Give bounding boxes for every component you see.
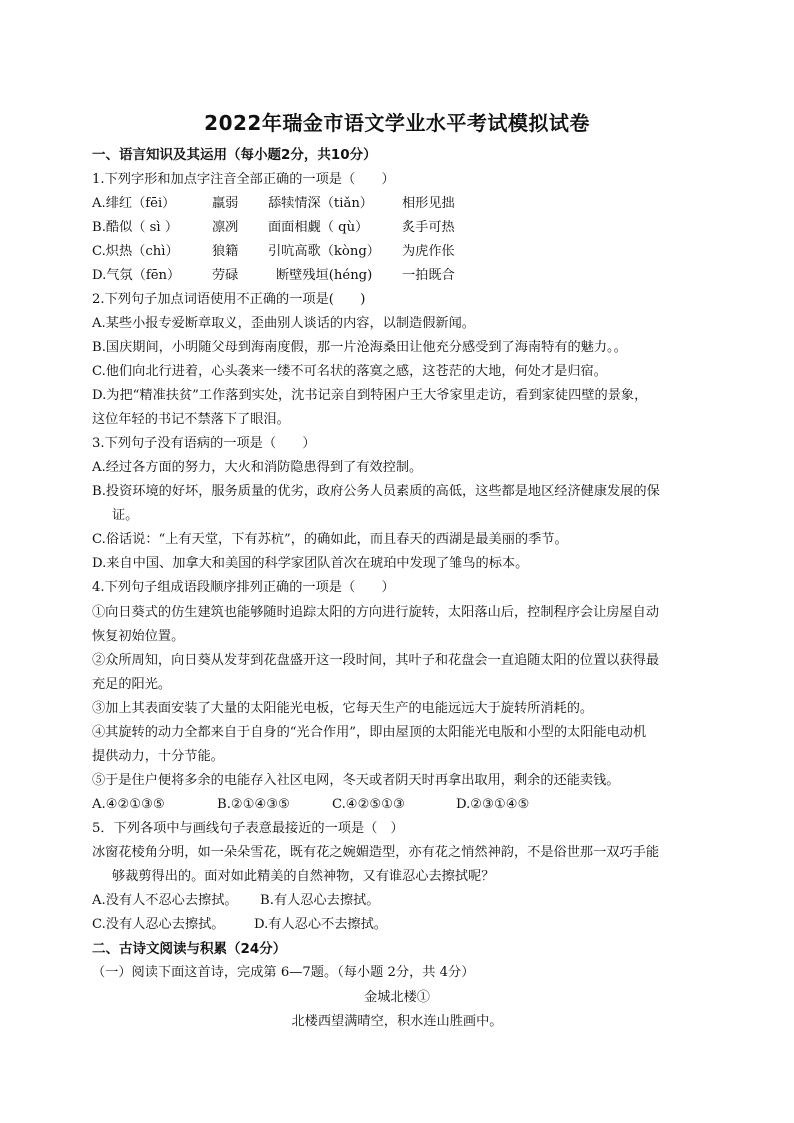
section-2-heading: 二、古诗文阅读与积累（24分） (92, 941, 287, 957)
q5-stem: 5．下列各项中与画线句子表意最接近的一项是（ ） (92, 821, 404, 836)
q1-d-col3: 断壁残垣(héng) (276, 268, 373, 283)
q1-d-col2: 劳碌 (212, 268, 239, 283)
q1-b-col4: 炙手可热 (402, 220, 455, 235)
q4-option-b: B.②①④③⑤ (217, 797, 290, 812)
q2-stem: 2.下列句子加点词语使用不正确的一项是( ) (92, 292, 366, 307)
q2-option-a: A.某些小报专爱断章取义，歪曲别人谈话的内容，以制造假新闻。 (92, 316, 475, 331)
q1-option-d (92, 268, 712, 284)
q5-passage-line2: 够裁剪得出的。面对如此精美的自然神物，又有谁忍心去擦拭呢？ (112, 869, 495, 884)
q3-option-b-line1: B.投资环境的好坏，服务质量的优劣，政府公务人员素质的高低，这些都是地区经济健康发展的保 (92, 484, 660, 499)
section-1-heading: 一、语言知识及其运用（每小题2分，共10分） (92, 147, 377, 163)
q3-stem: 3.下列句子没有语病的一项是（ ） (92, 436, 316, 451)
q4-stem: 4.下列句子组成语段顺序排列正确的一项是（ ） (92, 580, 395, 595)
q4-sentence-3: ③加上其表面安装了大量的太阳能光电板，它每天生产的电能远远大于旋转所消耗的。 (92, 701, 594, 716)
q1-c-col4: 为虎作伥 (402, 244, 455, 259)
q3-option-d: D.来自中国、加拿大和美国的科学家团队首次在琥珀中发现了雏鸟的标本。 (92, 556, 529, 571)
poem-line-1: 北楼西望满晴空，积水连山胜画中。 (291, 1014, 503, 1029)
q1-d-col4: 一拍既合 (402, 268, 455, 283)
q2-option-d-line1: D.为把“精准扶贫”工作落到实处，沈书记亲自到特困户王大爷家里走访，看到家徒四壁的景象， (92, 388, 648, 403)
q4-sentence-4-line2: 提供动力，十分节能。 (92, 749, 224, 764)
q4-option-a: A.④②①③⑤ (92, 797, 165, 812)
q3-option-b-line2: 证。 (112, 508, 139, 523)
q1-option-a (92, 196, 712, 212)
section-2-subheading: （一）阅读下面这首诗，完成第 6—7题。（每小题 2分，共 4分） (92, 965, 475, 980)
q5-option-b: B.有人忍心去擦拭。 (260, 893, 380, 908)
q1-option-b (92, 220, 712, 236)
q1-c-col3: 引吭高歌（kòng） (268, 244, 380, 259)
exam-title: 2022年瑞金市语文学业水平考试模拟试卷 (204, 111, 590, 135)
q5-option-d: D.有人忍心不去擦拭。 (254, 917, 387, 932)
poem-title: 金城北楼① (364, 990, 430, 1005)
q5-option-c: C.没有人忍心去擦拭。 (92, 917, 225, 932)
q5-options-row2 (92, 917, 692, 933)
q4-sentence-5: ⑤于是住户便将多余的电能存入社区电网，冬天或者阴天时再拿出取用，剩余的还能卖钱。 (92, 773, 620, 788)
q4-option-d: D.②③①④⑤ (456, 797, 530, 812)
q1-stem: 1.下列字形和加点字注音全部正确的一项是（ ） (92, 172, 395, 187)
q1-c-col1: C.炽热（chì） (92, 244, 179, 259)
q4-sentence-2-line2: 充足的阳光。 (92, 677, 172, 692)
q1-c-col2: 狼籍 (212, 244, 239, 259)
q1-a-col2: 羸弱 (212, 196, 239, 211)
q2-option-c: C.他们向北行进着，心头袭来一缕不可名状的落寞之感，这苍茫的大地，何处才是归宿。 (92, 364, 607, 379)
q5-passage-line1: 冰窗花棱角分明，如一朵朵雪花，既有花之婉媚造型，亦有花之悄然神韵，不是俗世那一双巧手能 (92, 845, 660, 860)
q1-b-col1: B.酷似（ sì ） (92, 220, 179, 235)
q1-a-col1: A.绯红（fēi） (92, 196, 176, 211)
q4-sentence-4-line1: ④其旋转的动力全都来自于自身的“光合作用”，即由屋顶的太阳能光电版和小型的太阳能电动机 (92, 725, 647, 740)
q2-option-d-line2: 这位年轻的书记不禁落下了眼泪。 (92, 412, 290, 427)
q1-b-col2: 凛冽 (212, 220, 239, 235)
q1-d-col1: D.气氛（fēn） (92, 268, 181, 283)
q4-options (92, 797, 712, 813)
q4-sentence-1-line1: ①向日葵式的仿生建筑也能够随时追踪太阳的方向进行旋转，太阳落山后，控制程序会让房屋自动 (92, 605, 660, 620)
q4-sentence-1-line2: 恢复初始位置。 (92, 629, 185, 644)
q5-options-row1 (92, 893, 692, 909)
q3-option-a: A.经过各方面的努力，大火和消防隐患得到了有效控制。 (92, 460, 423, 475)
q4-option-c: C.④②⑤①③ (332, 797, 405, 812)
q1-a-col3: 舔犊情深（tiǎn） (268, 196, 373, 211)
q4-sentence-2-line1: ②众所周知，向日葵从发芽到花盘盛开这一段时间，其叶子和花盘会一直追随太阳的位置以获得最 (92, 653, 660, 668)
q3-option-c: C.俗话说：“上有天堂，下有苏杭”，的确如此，而且春天的西湖是最美丽的季节。 (92, 532, 568, 547)
q1-option-c (92, 244, 712, 260)
q1-b-col3: 面面相觑（ qù） (268, 220, 369, 235)
q1-a-col4: 相形见拙 (402, 196, 455, 211)
q2-option-b: B.国庆期间，小明随父母到海南度假，那一片沧海桑田让他充分感受到了海南特有的魅力。。 (92, 340, 627, 355)
q5-option-a: A.没有人不忍心去擦拭。 (92, 893, 238, 908)
